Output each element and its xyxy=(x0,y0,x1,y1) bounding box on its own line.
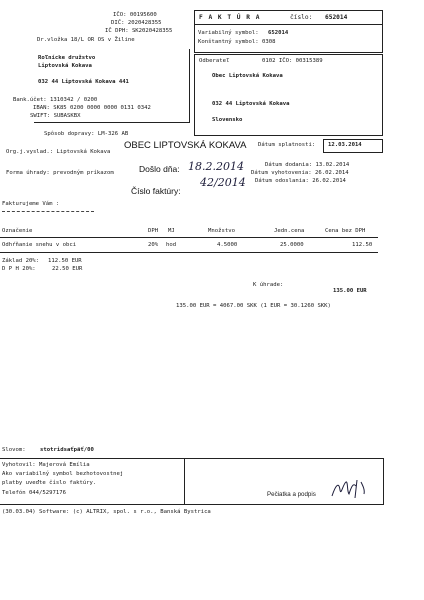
recipient-stamp: OBEC LIPTOVSKÁ KOKAVA xyxy=(124,140,247,151)
total-value: 135.00 EUR xyxy=(333,288,367,294)
col-vat-header: DPH xyxy=(148,228,159,234)
supplier-swift: SWIFT: SUBASKBX xyxy=(30,113,81,119)
supplier-dic: DIČ: 2020428355 xyxy=(111,20,162,26)
invoice-number: 652014 xyxy=(325,14,348,21)
total-label: K úhrade: xyxy=(253,282,284,288)
col-name-header: Označenie xyxy=(2,228,33,234)
due-date-label: Dátum splatnosti: xyxy=(258,142,316,148)
sent-date: Dátum odoslania: 26.02.2014 xyxy=(255,178,346,184)
customer-name: Obec Liptovská Kokava xyxy=(212,73,283,79)
variable-symbol: 652014 xyxy=(268,30,289,36)
base-value: 112.50 EUR xyxy=(48,258,82,264)
software-credit: (30.03.04) Software: (c) ALTRIX, spol. s r.o., Banská Bystrica xyxy=(2,509,211,515)
customer-ids: 0102 IČO: 00315389 xyxy=(262,58,323,64)
issued-date: Dátum vyhotovenia: 26.02.2014 xyxy=(251,170,349,176)
constant-symbol: Konštantný symbol: 0308 xyxy=(198,39,276,45)
supplier-ico: IČO: 00195600 xyxy=(113,12,157,18)
org-unit: Org.j.vyslad.: Liptovská Kokava xyxy=(6,149,111,155)
received-label: Došlo dňa: xyxy=(139,164,180,174)
currency-conversion: 135.00 EUR = 4067.00 SKK (1 EUR = 30.1260 SKK) xyxy=(176,303,331,309)
invoice-header-divider xyxy=(194,24,382,25)
item-qty: 4.5000 xyxy=(217,242,238,248)
supplier-ic-dph: IČ DPH: SK2020428355 xyxy=(105,28,173,34)
customer-label: Odberateľ xyxy=(199,58,230,64)
footer-divider xyxy=(184,458,185,504)
invoice-title: F A K T Ú R A xyxy=(199,14,261,21)
handwritten-invoice-number: 42/2014 xyxy=(200,176,246,189)
base-label: Základ 20%: xyxy=(2,258,40,264)
header-rule xyxy=(0,237,378,238)
col-total-header: Cena bez DPH xyxy=(325,228,366,234)
due-date: 12.03.2014 xyxy=(328,142,362,148)
payment-note-1: Ako variabilný symbol bezhotovostnej xyxy=(2,471,124,477)
col-unit-price-header: Jedn.cena xyxy=(274,228,305,234)
vat-label: D P H 20%: xyxy=(2,266,36,272)
vat-value: 22.50 EUR xyxy=(52,266,83,272)
customer-address: 032 44 Liptovská Kokava xyxy=(212,101,290,107)
supplier-register: Dr.vložka 18/L OR OS v Žiline xyxy=(37,37,135,43)
intro-underline xyxy=(2,211,94,212)
item-unit-price: 25.0000 xyxy=(280,242,304,248)
transport: Spôsob dopravy: LM-326 AB xyxy=(44,131,129,137)
delivery-date: Dátum dodania: 13.02.2014 xyxy=(265,162,350,168)
invoice-no-stamp-label: Číslo faktúry: xyxy=(131,186,181,196)
item-name: Odhŕňanie snehu v obci xyxy=(2,242,77,248)
stamp-sign-label: Pečiatka a podpis xyxy=(267,491,316,498)
items-intro: Fakturujeme Vám : xyxy=(2,201,60,207)
customer-country: Slovensko xyxy=(212,117,243,123)
received-date: 18.2.2014 xyxy=(188,160,244,173)
supplier-bank-account: Bank.účet: 1310342 / 0200 xyxy=(13,97,98,103)
supplier-address: 032 44 Liptovská Kokava 441 xyxy=(38,79,129,85)
supplier-name-line2: Liptovská Kokava xyxy=(38,63,92,69)
variable-symbol-label: Variabilný symbol: xyxy=(198,30,259,36)
phone: Telefón 044/5297176 xyxy=(2,490,66,496)
item-vat: 20% xyxy=(148,242,159,248)
row-rule xyxy=(0,252,378,253)
payment-form: Forma úhrady: prevodným príkazom xyxy=(6,170,114,176)
signature-icon xyxy=(330,476,368,500)
col-qty-header: Množstvo xyxy=(208,228,235,234)
words-label: Slovom: xyxy=(2,447,26,453)
col-unit-header: MJ xyxy=(168,228,175,234)
words-value: stotridsaťpäť/00 xyxy=(40,447,94,453)
payment-note-2: platby uveďte číslo faktúry. xyxy=(2,480,97,486)
issued-by: Vyhotovil: Majerová Emília xyxy=(2,462,90,468)
supplier-iban: IBAN: SK85 0200 0000 0000 0131 0342 xyxy=(33,105,151,111)
invoice-number-label: číslo: xyxy=(290,14,313,21)
supplier-name-line1: Roľnícke družstvo xyxy=(38,55,96,61)
item-total: 112.50 xyxy=(352,242,373,248)
item-unit: hod xyxy=(166,242,177,248)
